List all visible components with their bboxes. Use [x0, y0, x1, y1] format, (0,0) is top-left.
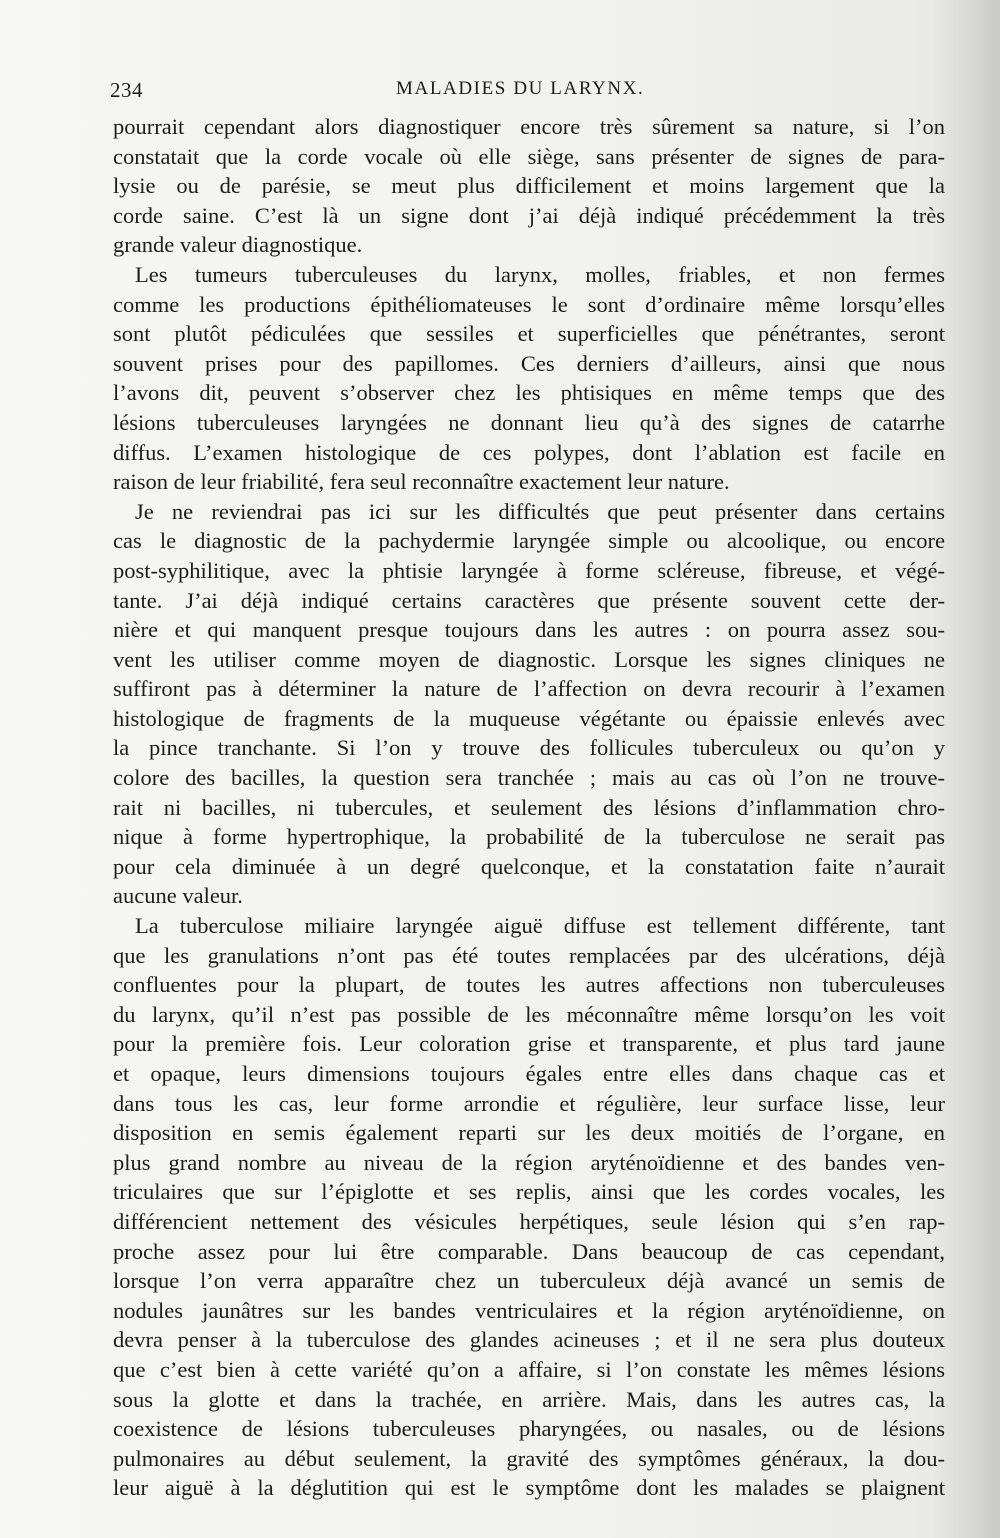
text-line: diffus. L’examen histologique de ces polypes, dont l’ablation est facile en — [113, 439, 945, 465]
text-line: nodules jaunâtres sur les bandes ventriculaires et la région aryténoïdienne, on — [113, 1297, 945, 1323]
text-line: pulmonaires au début seulement, la gravité des symptômes généraux, la dou- — [113, 1445, 945, 1471]
text-line: sont plutôt pédiculées que sessiles et superficielles que pénétrantes, seront — [113, 321, 945, 347]
text-line: cas le diagnostic de la pachydermie laryngée simple ou alcoolique, ou encore — [113, 528, 945, 554]
text-line: l’avons dit, peuvent s’observer chez les phtisiques en même temps que des — [113, 380, 945, 406]
text-line: confluentes pour la plupart, de toutes les autres affections non tuberculeuses — [113, 972, 945, 998]
page-number: 234 — [110, 78, 143, 102]
text-line: post-syphilitique, avec la phtisie laryngée à forme scléreuse, fibreuse, et végé- — [113, 557, 945, 583]
text-line: du larynx, qu’il n’est pas possible de les méconnaître même lorsqu’on les voit — [113, 1001, 945, 1027]
text-line: lésions tuberculeuses laryngées ne donnant lieu qu’à des signes de catarrhe — [113, 409, 945, 435]
text-line: sous la glotte et dans la trachée, en arrière. Mais, dans les autres cas, la — [113, 1386, 945, 1412]
text-line: comme les productions épithéliomateuses le sont d’ordinaire même lorsqu’elles — [113, 291, 945, 317]
text-line: triculaires que sur l’épiglotte et ses replis, ainsi que les cordes vocales, les — [113, 1179, 945, 1205]
text-line: grande valeur diagnostique. — [113, 232, 363, 258]
text-line: que c’est bien à cette variété qu’on a affaire, si l’on constate les mêmes lésions — [113, 1356, 945, 1382]
text-line: Je ne reviendrai pas ici sur les difficultés que peut présenter dans certains — [135, 498, 945, 524]
text-line: nique à forme hypertrophique, la probabilité de la tuberculose ne serait pas — [113, 824, 945, 850]
text-line: proche assez pour lui être comparable. Dans beaucoup de cas cependant, — [113, 1238, 945, 1264]
text-line: La tuberculose miliaire laryngée aiguë diffuse est tellement différente, tant — [135, 913, 945, 939]
text-line: aucune valeur. — [113, 883, 243, 909]
text-line: plus grand nombre au niveau de la région aryténoïdienne et des bandes ven- — [113, 1149, 945, 1175]
running-head: MALADIES DU LARYNX. — [396, 78, 645, 99]
text-line: disposition en semis également reparti sur les deux moitiés de l’organe, en — [113, 1120, 945, 1146]
text-line: dans tous les cas, leur forme arrondie et régulière, leur surface lisse, leur — [113, 1090, 945, 1116]
text-line: Les tumeurs tuberculeuses du larynx, molles, friables, et non fermes — [135, 261, 945, 287]
text-line: constatait que la corde vocale où elle siège, sans présenter de signes de para- — [113, 143, 945, 169]
text-line: leur aiguë à la déglutition qui est le symptôme dont les malades se plaignent — [113, 1475, 945, 1501]
text-line: que les granulations n’ont pas été toutes remplacées par des ulcérations, déjà — [113, 942, 945, 968]
text-line: nière et qui manquent presque toujours dans les autres : on pourra assez sou- — [113, 617, 945, 643]
text-line: colore des bacilles, la question sera tranchée ; mais au cas où l’on ne trouve- — [113, 765, 945, 791]
body-text — [113, 112, 945, 1503]
text-line: lysie ou de parésie, se meut plus difficilement et moins largement que la — [113, 173, 945, 199]
text-line: pour cela diminuée à un degré quelconque, et la constatation faite n’aurait — [113, 853, 945, 879]
text-line: la pince tranchante. Si l’on y trouve des follicules tuberculeux ou qu’on y — [113, 735, 945, 761]
text-line: et opaque, leurs dimensions toujours égales entre elles dans chaque cas et — [113, 1061, 945, 1086]
text-line: lorsque l’on verra apparaître chez un tuberculeux déjà avancé un semis de — [113, 1268, 945, 1294]
text-line: souvent prises pour des papillomes. Ces derniers d’ailleurs, ainsi que nous — [113, 350, 945, 376]
text-line: coexistence de lésions tuberculeuses pharyngées, ou nasales, ou de lésions — [113, 1416, 945, 1442]
text-line: suffiront pas à déterminer la nature de l’affection on devra recourir à l’examen — [113, 676, 945, 702]
page-header — [110, 78, 950, 110]
text-line: tante. J’ai déjà indiqué certains caractères que présente souvent cette der- — [113, 587, 945, 613]
text-line: devra penser à la tuberculose des glandes acineuses ; et il ne sera plus douteux — [113, 1327, 945, 1353]
text-line: pourrait cependant alors diagnostiquer encore très sûrement sa nature, si l’on — [113, 114, 945, 139]
text-line: rait ni bacilles, ni tubercules, et seulement des lésions d’inflammation chro- — [113, 794, 945, 820]
text-line: différencient nettement des vésicules herpétiques, seule lésion qui s’en rap- — [113, 1208, 945, 1234]
text-line: corde saine. C’est là un signe dont j’ai déjà indiqué précédemment la très — [113, 202, 945, 228]
text-line: raison de leur friabilité, fera seul reconnaître exactement leur nature. — [113, 469, 730, 495]
text-line: histologique de fragments de la muqueuse végétante ou épaissie enlevés avec — [113, 705, 945, 731]
text-line: vent les utiliser comme moyen de diagnostic. Lorsque les signes cliniques ne — [113, 646, 945, 672]
text-line: pour la première fois. Leur coloration grise et transparente, et plus tard jaune — [113, 1031, 945, 1057]
